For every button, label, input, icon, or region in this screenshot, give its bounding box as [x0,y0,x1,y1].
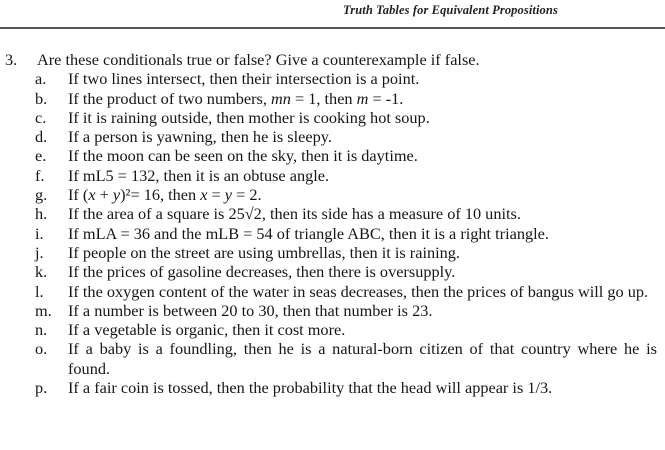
item-letter: f. [35,165,45,185]
item-letter: b. [35,88,48,108]
item-text [68,320,657,339]
item-letter: i. [35,223,44,243]
list-item [5,262,657,281]
list-item [5,89,657,108]
list-item [5,378,657,397]
item-text [68,282,657,301]
list-item [5,301,657,320]
list-item [5,339,657,378]
item-letter: j. [35,242,44,262]
math-variable: x [88,185,96,205]
math-variable: y [112,185,121,205]
text-segment: = 1, then [290,88,357,108]
item-letter: l. [35,281,44,301]
text-segment: = -1. [368,88,404,108]
text-segment: If the oxygen content of the water in seas decreases, then the prices of bangus will go up. [68,281,649,301]
list-item [5,108,657,127]
item-text [68,69,657,88]
item-text [68,166,657,185]
text-segment: If the moon can be seen on the sky, then it is daytime. [68,146,418,166]
list-item [5,166,657,185]
text-segment: If a person is yawning, then he is sleepy. [68,127,332,147]
item-text [68,127,657,146]
text-segment: If people on the street are using umbrellas, then it is raining. [68,242,460,262]
math-variable: m [356,88,369,108]
text-segment: If ( [68,185,89,205]
list-item [5,282,657,301]
item-letter: o. [35,339,48,359]
header-rule [0,27,665,29]
item-letter: c. [35,107,47,127]
item-letter: g. [35,185,48,205]
text-segment: + [95,185,113,205]
item-letter: k. [35,262,48,282]
item-text [68,108,657,127]
exercise-3 [5,50,657,397]
item-list [5,69,657,397]
question-text: Are these conditionals true or false? Give a counterexample if false. [37,50,480,69]
item-text [68,243,657,262]
item-letter: p. [35,378,48,398]
item-text [68,224,657,243]
text-segment: If a baby is a foundling, then he is a natural-born citizen of that country where he is found. [68,339,657,378]
question-number: 3. [5,50,18,69]
text-segment: = 2. [232,185,262,205]
item-letter: h. [35,204,48,224]
running-head: Truth Tables for Equivalent Propositions [343,3,558,17]
text-segment: If a number is between 20 to 30, then that number is 23. [68,300,433,320]
text-segment: If the product of two numbers, [68,88,272,108]
item-letter: e. [35,146,47,166]
text-segment: If mL5 = 132, then it is an obtuse angle. [68,165,330,185]
question-prompt [5,50,657,69]
math-variable: y [224,185,233,205]
text-segment: If two lines intersect, then their intersection is a point. [68,69,420,89]
math-variable: mn [271,88,291,108]
item-letter: n. [35,320,48,340]
text-segment: If a fair coin is tossed, then the probability that the head will appear is 1/3. [68,378,553,398]
text-segment: If the prices of gasoline decreases, then there is oversupply. [68,262,456,282]
list-item [5,127,657,146]
item-text [68,204,657,223]
item-text [68,185,657,204]
text-segment: If the area of a square is 25√2, then its side has a measure of 10 units. [68,204,521,224]
math-variable: x [200,185,208,205]
text-segment: )²= 16, then [120,185,201,205]
text-segment: If a vegetable is organic, then it cost more. [68,320,346,340]
item-text [68,378,657,397]
item-letter: a. [35,69,47,89]
item-text [68,89,657,108]
list-item [5,185,657,204]
item-text [68,146,657,165]
item-letter: m. [35,300,52,320]
text-segment: If mLA = 36 and the mLB = 54 of triangle ABC, then it is a right triangle. [68,223,549,243]
list-item [5,69,657,88]
text-segment: = [207,185,225,205]
item-text [68,262,657,281]
text-segment: If it is raining outside, then mother is cooking hot soup. [68,107,430,127]
list-item [5,224,657,243]
list-item [5,146,657,165]
list-item [5,243,657,262]
list-item [5,320,657,339]
list-item [5,204,657,223]
item-text [68,301,657,320]
item-text [68,339,657,378]
item-letter: d. [35,127,48,147]
